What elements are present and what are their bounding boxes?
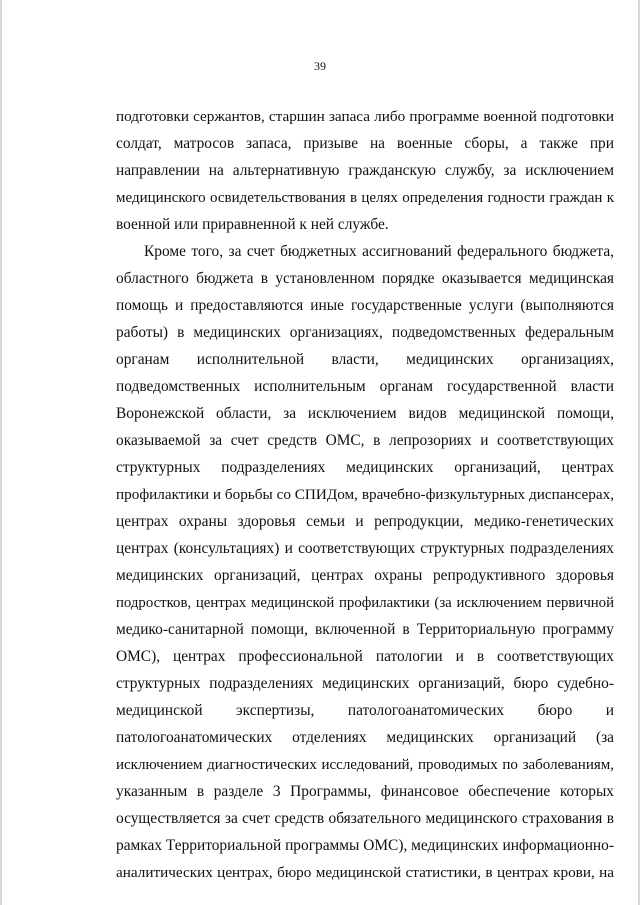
text-line: областного бюджета в установленном порядке оказывается медицинская xyxy=(116,270,614,287)
text-line: медицинской экспертизы, патологоанатомических бюро и xyxy=(116,702,614,719)
paragraph-first-line: Кроме того, за счет бюджетных ассигнований федерального бюджета, xyxy=(144,243,614,260)
text-line: профилактики и борьбы со СПИДом, врачебно-физкультурных диспансерах, xyxy=(116,486,614,503)
text-line: органам исполнительной власти, медицинских организациях, xyxy=(116,351,614,368)
text-line: Воронежской области, за исключением видов медицинской помощи, xyxy=(116,405,614,422)
text-line: структурных подразделениях медицинских организаций, бюро судебно- xyxy=(116,675,614,692)
text-line: работы) в медицинских организациях, подведомственных федеральным xyxy=(116,324,614,341)
text-line: подготовки сержантов, старшин запаса либо программе военной подготовки xyxy=(116,108,614,125)
text-line: рамках Территориальной программы ОМС), медицинских информационно- xyxy=(116,837,614,854)
text-line: центрах охраны здоровья семьи и репродукции, медико-генетических xyxy=(116,513,614,530)
text-line: солдат, матросов запаса, призыве на военные сборы, а также при xyxy=(116,135,614,152)
text-line: помощь и предоставляются иные государственные услуги (выполняются xyxy=(116,297,614,314)
text-line: осуществляется за счет средств обязательного медицинского страхования в xyxy=(116,810,614,827)
text-line: подведомственных исполнительным органам государственной власти xyxy=(116,378,614,395)
text-line: медицинского освидетельствования в целях определения годности граждан к xyxy=(116,190,614,206)
text-line: подростков, центрах медицинской профилактики (за исключением первичной xyxy=(116,595,614,611)
page-number: 39 xyxy=(314,59,326,73)
text-line: оказываемой за счет средств ОМС, в лепрозориях и соответствующих xyxy=(116,432,614,449)
text-line: аналитических центрах, бюро медицинской статистики, в центрах крови, на xyxy=(116,864,614,881)
text-line: исключением диагностических исследований, проводимых по заболеваниям, xyxy=(116,757,614,773)
text-line: центрах (консультациях) и соответствующих структурных подразделениях xyxy=(116,540,614,557)
text-line: ОМС), центрах профессиональной патологии и в соответствующих xyxy=(116,648,614,665)
text-line: медицинских организаций, центрах охраны репродуктивного здоровья xyxy=(116,567,614,584)
text-line: структурных подразделениях медицинских организаций, центрах xyxy=(116,459,614,476)
text-line: патологоанатомических отделениях медицинских организаций (за xyxy=(116,729,614,746)
scan-edge-left xyxy=(0,0,2,905)
text-line: направлении на альтернативную гражданскую службу, за исключением xyxy=(116,162,614,179)
text-line: медико-санитарной помощи, включенной в Территориальную программу xyxy=(116,621,614,638)
text-line: указанным в разделе 3 Программы, финансовое обеспечение которых xyxy=(116,783,614,800)
text-line: военной или приравненной к ней службе. xyxy=(116,216,389,233)
